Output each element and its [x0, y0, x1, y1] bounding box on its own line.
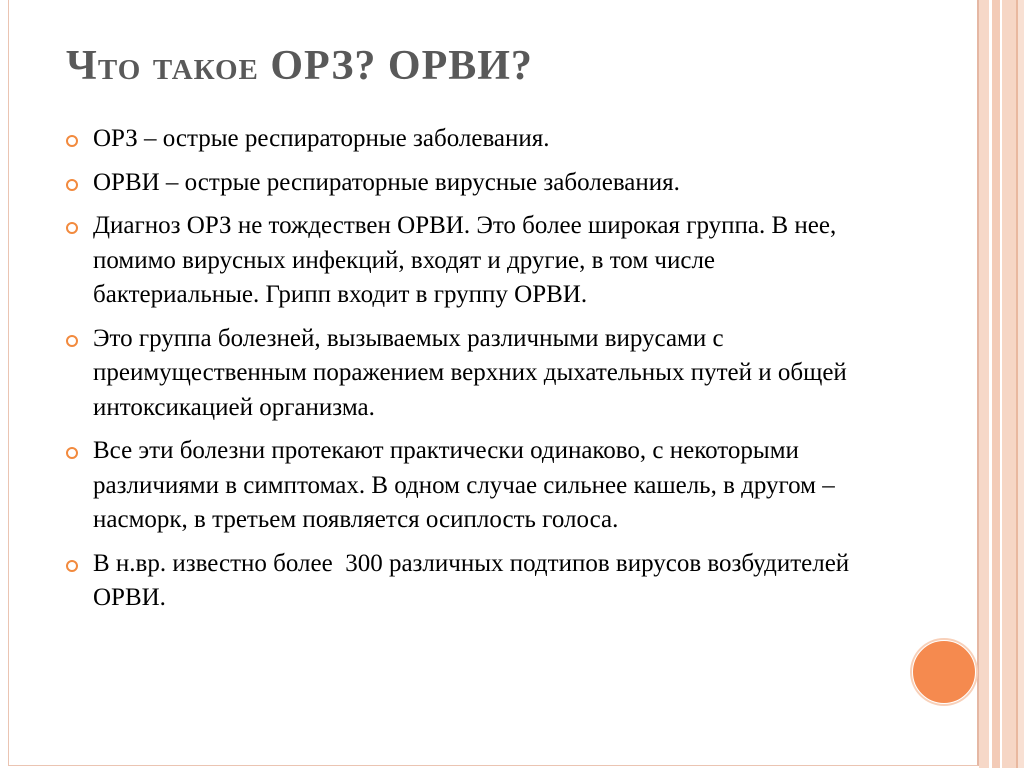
bullet-item: [66, 434, 866, 538]
side-stripe: [979, 0, 989, 768]
side-stripe: [1002, 0, 1016, 768]
side-stripe: [992, 0, 1000, 768]
bullet-item: [66, 547, 866, 616]
circle-bullet-icon: [66, 179, 78, 191]
bullet-text: ОРЗ – острые респираторные заболевания.: [93, 125, 550, 152]
circle-bullet-icon: [66, 335, 78, 347]
bullet-text: Это группа болезней, вызываемых различными вирусами с преимущественным поражением верхних дыхательных путей и общей интоксикацией организма.: [93, 324, 847, 421]
slide-title: Что такое ОРЗ? ОРВИ?: [66, 43, 533, 89]
bullet-item: [66, 122, 866, 157]
bullet-item: [66, 209, 866, 313]
bullet-text: Диагноз ОРЗ не тождествен ОРВИ. Это более широкая группа. В нее, помимо вирусных инфекций, входят и другие, в том числе бактериальные. Грипп входит в группу ОРВИ.: [93, 212, 837, 308]
bullet-text: Все эти болезни протекают практически одинаково, с некоторыми различиями в симптомах. В одном случае сильнее кашель, в другом – насморк, в третьем появляется осиплость голоса.: [93, 437, 835, 533]
circle-bullet-icon: [66, 447, 78, 459]
circle-bullet-icon: [66, 222, 78, 234]
bullet-text: В н.вр. известно более 300 различных подтипов вирусов возбудителей ОРВИ.: [93, 549, 856, 611]
bullet-text: ОРВИ – острые респираторные вирусные заболевания.: [93, 168, 680, 196]
side-stripe: [1018, 0, 1024, 768]
bullet-list: [66, 122, 866, 625]
orange-circle-icon: [912, 640, 976, 704]
circle-bullet-icon: [66, 560, 78, 572]
bullet-item: [66, 166, 866, 201]
circle-bullet-icon: [66, 135, 78, 147]
bullet-item: [66, 322, 866, 426]
